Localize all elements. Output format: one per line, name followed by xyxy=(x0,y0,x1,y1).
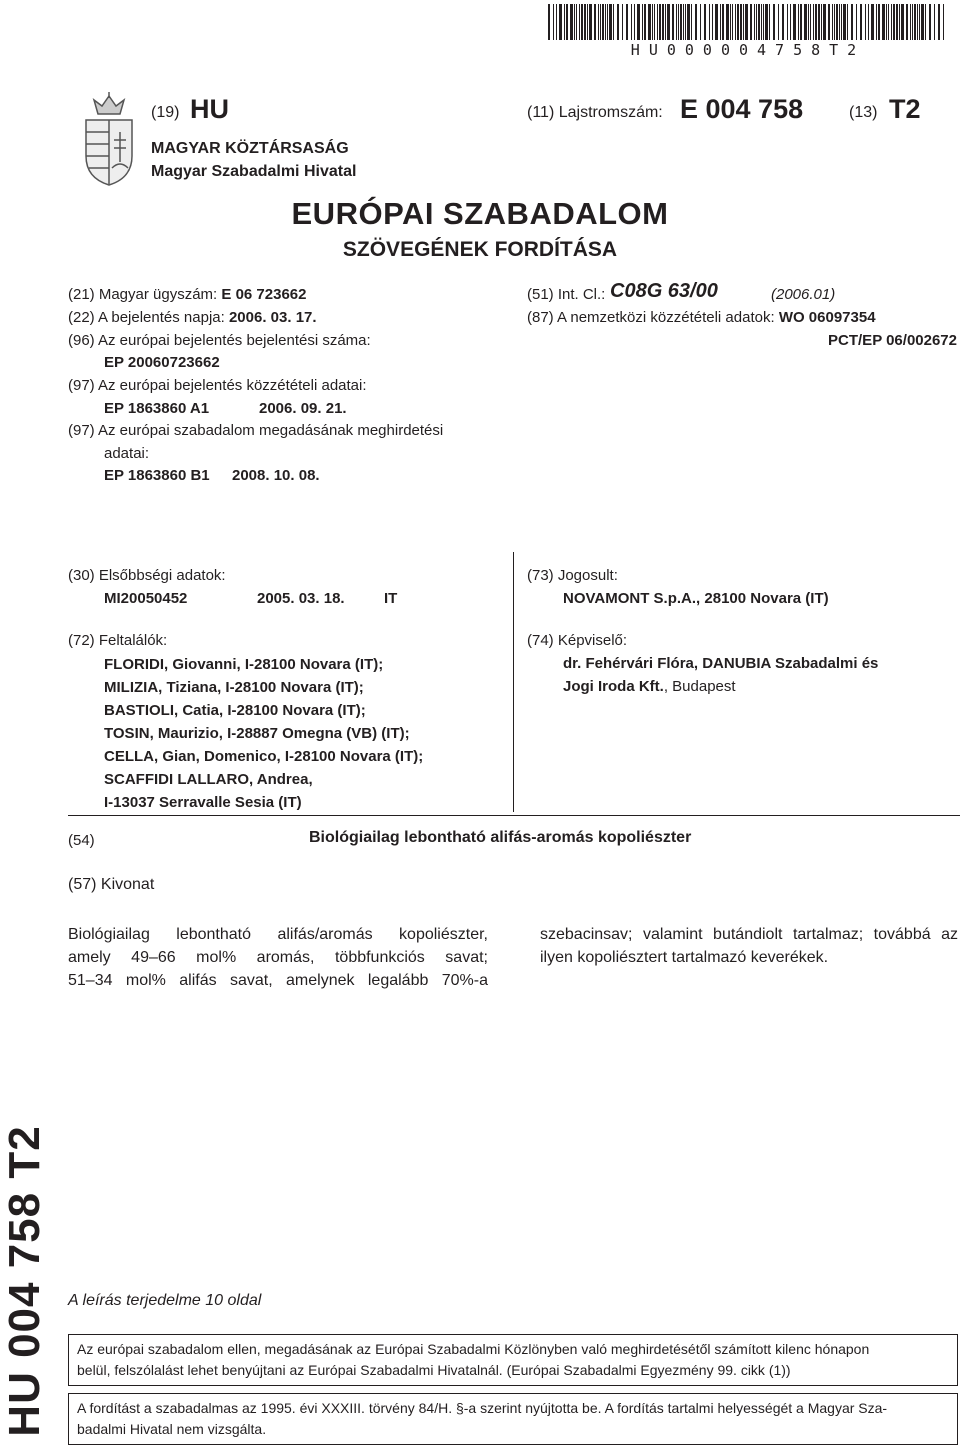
abstract-line: Biológiailag lebontható alifás/aromás kopoliészter, xyxy=(68,926,488,943)
registry-number: E 004 758 xyxy=(680,94,804,124)
field-51-label: (51) Int. Cl.: xyxy=(527,286,606,303)
field-97a-label: (97) Az európai bejelentés közzétételi adatai: xyxy=(68,377,367,394)
opposition-notice: Az európai szabadalom ellen, megadásának az Európai Szabadalmi Közlönyben való meghirdetésétől számított kilenc hónapon belül, felszólalást lehet benyújtani az Európai Szabadalmi Hivatalnál. (Európai Szabadalmi Egyezmény 99. cikk (1)) xyxy=(68,1334,958,1386)
field-51-date: (2006.01) xyxy=(771,286,836,303)
representative-line-2: Jogi Iroda Kft., Budapest xyxy=(563,678,736,695)
invention-title: Biológiailag lebontható alifás-aromás kopoliészter xyxy=(309,829,692,846)
inventor-line: FLORIDI, Giovanni, I-28100 Novara (IT); xyxy=(104,656,384,673)
inventor-line: I-13037 Serravalle Sesia (IT) xyxy=(104,794,302,811)
column-divider xyxy=(513,552,514,812)
registry-label: (11) Lajstromszám: xyxy=(527,104,663,121)
priority-label: (30) Elsőbbségi adatok: xyxy=(68,567,226,584)
proprietor-label: (73) Jogosult: xyxy=(527,567,618,584)
priority-country: IT xyxy=(384,590,398,607)
field-96-value: EP 20060723662 xyxy=(104,354,220,371)
field-87-value-2: PCT/EP 06/002672 xyxy=(828,332,957,349)
abstract-left-column xyxy=(68,923,488,992)
abstract-label: (57) Kivonat xyxy=(68,876,155,893)
section-divider xyxy=(68,815,960,816)
field-87: (87) A nemzetközi közzétételi adatok: WO 06097354 xyxy=(527,309,876,326)
field-96-label: (96) Az európai bejelentés bejelentési száma: xyxy=(68,332,371,349)
side-document-number: HU 004 758 T2 xyxy=(0,1125,49,1437)
inventor-line: SCAFFIDI LALLARO, Andrea, xyxy=(104,771,313,788)
kind-label: (13) xyxy=(849,104,878,121)
country-code-label: (19) xyxy=(151,104,180,121)
priority-number: MI20050452 xyxy=(104,590,188,607)
field-97b-date: 2008. 10. 08. xyxy=(232,467,320,484)
field-22: (22) A bejelentés napja: 2006. 03. 17. xyxy=(68,309,317,326)
abstract-line: ilyen kopoliésztert tartalmazó keverékek. xyxy=(540,949,829,966)
inventor-line: BASTIOLI, Catia, I-28100 Novara (IT); xyxy=(104,702,366,719)
representative-line-1: dr. Fehérvári Flóra, DANUBIA Szabadalmi és xyxy=(563,655,879,672)
abstract-line: 51–34 mol% alifás savat, amelynek legalább 70%-a xyxy=(68,972,488,989)
field-97a-doc: EP 1863860 A1 xyxy=(104,400,210,417)
abstract-line: szebacinsav; valamint butándiolt tartalmaz; továbbá az xyxy=(540,926,958,943)
description-extent: A leírás terjedelme 10 oldal xyxy=(68,1292,262,1309)
abstract-line: amely 49–66 mol% aromás, többfunkciós savat; xyxy=(68,949,488,966)
inventor-line: MILIZIA, Tiziana, I-28100 Novara (IT); xyxy=(104,679,364,696)
document-subtitle: SZÖVEGÉNEK FORDÍTÁSA xyxy=(342,238,618,261)
priority-date: 2005. 03. 18. xyxy=(257,590,345,607)
kind-code: T2 xyxy=(889,94,921,124)
document-title: EURÓPAI SZABADALOM xyxy=(291,196,669,231)
inventor-line: CELLA, Gian, Domenico, I-28100 Novara (IT); xyxy=(104,748,424,765)
barcode-text: HU000004758T2 xyxy=(630,41,866,59)
field-97b-label-1: (97) Az európai szabadalom megadásának meghirdetési xyxy=(68,422,444,439)
inventor-line: TOSIN, Maurizio, I-28887 Omegna (VB) (IT); xyxy=(104,725,410,742)
abstract-right-column xyxy=(540,923,958,969)
field-97b-doc: EP 1863860 B1 xyxy=(104,467,210,484)
office-name: Magyar Szabadalmi Hivatal xyxy=(151,163,357,180)
field-51-value: C08G 63/00 xyxy=(610,280,718,302)
field-97a-date: 2006. 09. 21. xyxy=(259,400,347,417)
invention-label: (54) xyxy=(68,832,95,849)
country-name: MAGYAR KÖZTÁRSASÁG xyxy=(151,140,349,157)
barcode-image xyxy=(548,4,948,40)
inventors-list xyxy=(104,653,423,814)
proprietor-value: NOVAMONT S.p.A., 28100 Novara (IT) xyxy=(563,590,829,607)
inventors-label: (72) Feltalálók: xyxy=(68,632,168,649)
country-code: HU xyxy=(190,94,229,124)
field-97b-label-2: adatai: xyxy=(104,445,150,462)
field-21: (21) Magyar ügyszám: E 06 723662 xyxy=(68,286,307,303)
representative-label: (74) Képviselő: xyxy=(527,632,628,649)
translation-notice: A fordítást a szabadalmas az 1995. évi XXXIII. törvény 84/H. §-a szerint nyújtotta be. A fordítás tartalmi helyességét a Magyar Sza- badalmi Hivatal nem vizsgálta. xyxy=(68,1393,958,1445)
coat-of-arms-icon xyxy=(80,92,138,186)
